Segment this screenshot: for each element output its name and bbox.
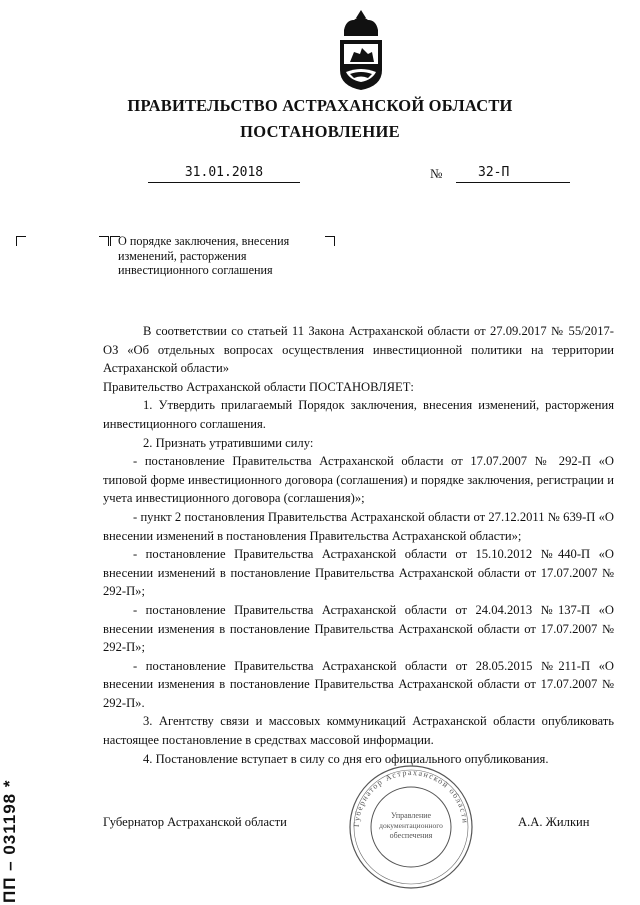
seal-inner-line: документационного [379,821,443,830]
corner-mark [16,236,26,246]
number-sign: № [430,166,443,181]
body-paragraph: В соответствии со статьей 11 Закона Астраханской области от 27.09.2017 № 55/2017-ОЗ «Об отдельных вопросах осуществления инвестиционной политики на территории Астраханской области» [103,324,614,376]
body-paragraph: 3. Агентству связи и массовых коммуникаций Астраханской области опубликовать настоящее постановление в средствах массовой информации. [103,714,614,748]
body-paragraph: 1. Утвердить прилагаемый Порядок заключения, внесения изменений, расторжения инвестиционного соглашения. [103,398,614,431]
seal-inner-line: Управление [390,811,432,820]
body-paragraph: Правительство Астраханской области ПОСТАНОВЛЯЕТ: [103,379,414,394]
body-paragraph: - постановление Правительства Астраханской области от 24.04.2013 №137-П «О внесении изменения в постановление Правительства Астраханской области от 17.07.2007 № 292-П»; [103,602,614,655]
signature-position: Губернатор Астраханской области [103,815,287,829]
side-registration-stamp [0,705,22,905]
document-date: 31.01.2018 [148,164,300,183]
body-paragraph: 2. Признать утратившими силу: [143,435,314,450]
seal-inner-line: обеспечения [389,831,433,840]
body-paragraph: - постановление Правительства Астраханской области от 15.10.2012 №440-П «О внесении изменений в постановление Правительства Астраханской области от 17.07.2007 № 292-П»; [103,547,614,599]
document-type-title: ПОСТАНОВЛЕНИЕ [240,122,400,141]
seal-outer-text: Губернатор Астраханской области [351,767,470,828]
document-subject: О порядке заключения, внесения изменений, расторжения инвестиционного соглашения [118,234,290,278]
document-body [103,322,614,768]
government-title: ПРАВИТЕЛЬСТВО АСТРАХАНСКОЙ ОБЛАСТИ [127,96,513,115]
body-paragraph: - постановление Правительства Астраханской области от 28.05.2015 №211-П «О внесении изменения в постановление Правительства Астраханской области от 17.07.2007 № 292-П». [103,658,614,710]
official-seal [346,764,476,890]
body-paragraph: - постановление Правительства Астраханской области от 17.07.2007 № 292-П «О типовой форме инвестиционного договора (соглашения) и порядке заключения, регистрации и учета инвестиционного договора (соглашения)»; [103,454,614,506]
signature-name: А.А. Жилкин [518,815,590,829]
body-paragraph: 4. Постановление вступает в силу со дня его официального опубликования. [143,751,549,766]
body-paragraph: - пункт 2 постановления Правительства Астраханской области от 27.12.2011 № 639-П «О внесении изменений в постановления Правительства Астраханской области»; [103,509,614,543]
coat-of-arms-emblem [332,8,390,92]
document-number: 32-П [456,164,570,183]
side-registration-text: ПП – 031198 * [0,779,19,903]
corner-mark [99,236,109,246]
